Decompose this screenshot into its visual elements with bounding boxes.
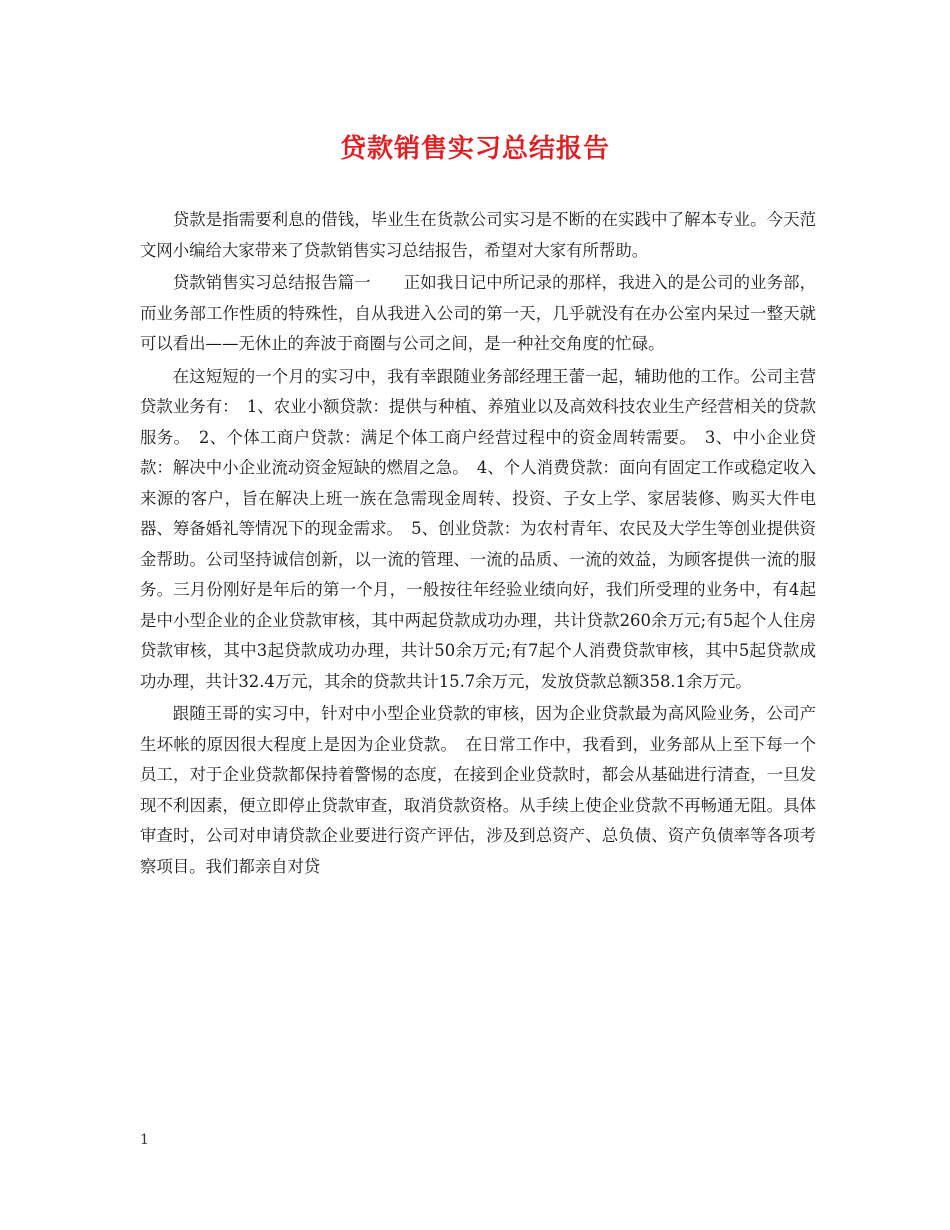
- document-title: 贷款销售实习总结报告: [339, 134, 610, 164]
- paragraph-intro: 贷款是指需要利息的借钱，毕业生在货款公司实习是不断的在实践中了解本专业。今天范文网小编给大家带来了贷款销售实习总结报告，希望对大家有所帮助。: [140, 210, 816, 260]
- paragraph-enterprise-loans: 跟随王哥的实习中，针对中小型企业贷款的审核，因为企业贷款最为高风险业务，公司产生坏帐的原因很大程度上是因为企业贷款。 在日常工作中，我看到，业务部从上至下每一个员工，对于企业贷款都保持着警惕的态度，在接到企业贷款时，都会从基础进行清查，一旦发现不利因素，便立即停止贷款审查，取消贷款资格。从手续上使企业贷款不再畅通无阻。具体审查时，公司对申请贷款企业要进行资产评估，涉及到总资产、总负债、资产负债率等各项考察项目。我们都亲自对贷: [140, 704, 816, 876]
- page-number: 1: [140, 1132, 149, 1148]
- paragraph-business-overview: 在这短短的一个月的实习中，我有幸跟随业务部经理王蕾一起，辅助他的工作。公司主营贷款业务有： 1、农业小额贷款：提供与种植、养殖业以及高效科技农业生产经营相关的贷款服务。 2、个体工商户贷款：满足个体工商户经营过程中的资金周转需要。 3、中小企业贷款：解决中小企业流动资金短缺的燃眉之急。 4、个人消费贷款：面向有固定工作或稳定收入来源的客户，旨在解决上班一族在急需现金周转、投资、子女上学、家居装修、购买大件电器、筹备婚礼等情况下的现金需求。 5、创业贷款：为农村青年、农民及大学生等创业提供资金帮助。公司坚持诚信创新，以一流的管理、一流的品质、一流的效益，为顾客提供一流的服务。三月份刚好是年后的第一个月，一般按往年经验业绩向好，我们所受理的业务中，有4起是中小型企业的企业贷款审核，其中两起贷款成功办理，共计贷款260余万元;有5起个人住房贷款审核，其中3起贷款成功办理，共计50余万元;有7起个人消费贷款审核，其中5起贷款成功办理，共计32.4万元，其余的贷款共计15.7余万元，发放贷款总额358.1余万元。: [140, 366, 816, 691]
- document-body: [140, 205, 816, 884]
- paragraph-part-one: 贷款销售实习总结报告篇一 正如我日记中所记录的那样，我进入的是公司的业务部，而业务部工作性质的特殊性，自从我进入公司的第一天，几乎就没有在办公室内呆过一整天就可以看出——无休止的奔波于商圈与公司之间，是一种社交角度的忙碌。: [140, 273, 816, 353]
